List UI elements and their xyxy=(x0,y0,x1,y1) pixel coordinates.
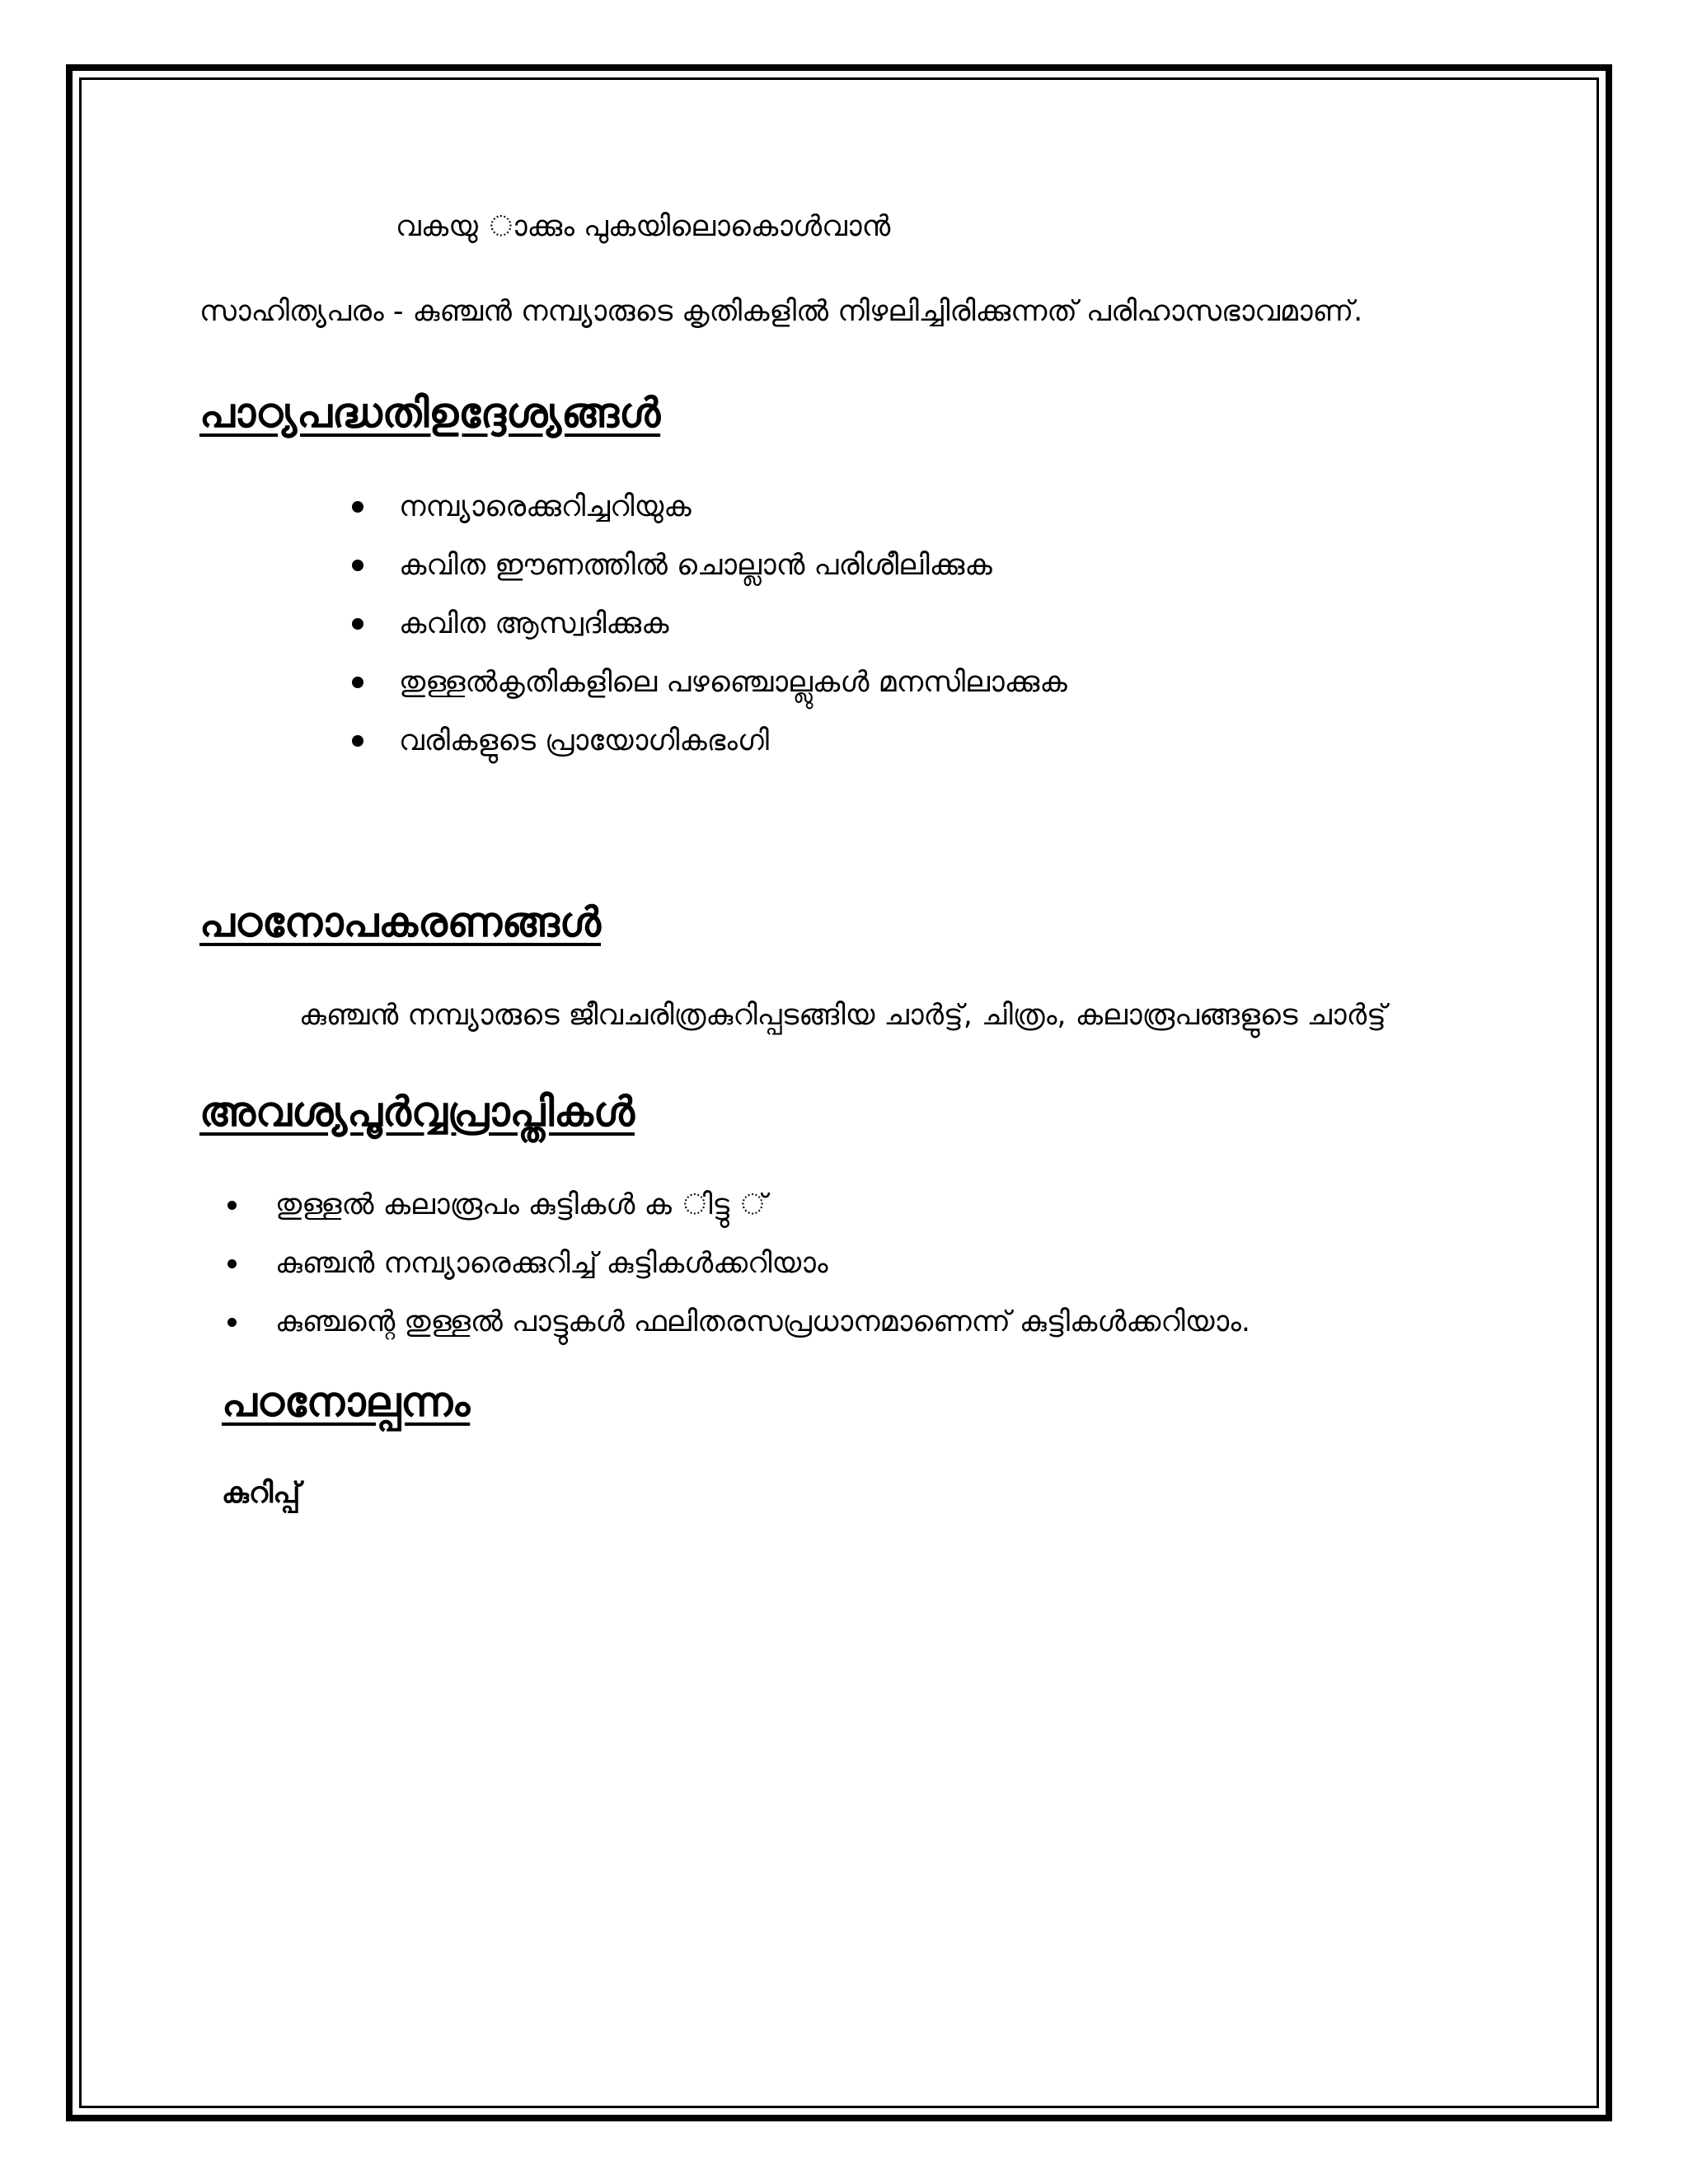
heading-prerequisites: അവശ്യപൂർവ്വപ്രാപ്തികൾ xyxy=(199,1088,635,1136)
intro-line: സാഹിത്യപരം - കുഞ്ചൻ നമ്പ്യാരുടെ കൃതികളിൽ നിഴലിച്ചിരിക്കുന്നത് പരിഹാസഭാവമാണ്. xyxy=(199,295,1363,328)
verse-line: വകയു ാക്കും പുകയിലൊകൊൾവാൻ xyxy=(396,210,891,243)
objectives-list xyxy=(352,489,1067,781)
list-item xyxy=(227,1187,1250,1245)
list-item-text: തുള്ളൽകൃതികളിലെ പഴഞ്ചൊല്ലുകൾ മനസിലാക്കുക xyxy=(399,666,1067,699)
list-item-text: കവിത ആസ്വദിക്കുക xyxy=(399,607,669,640)
bullet-icon xyxy=(352,560,363,571)
list-item-text: കുഞ്ചന്റെ തുള്ളൽ പാട്ടുകൾ ഫലിതരസപ്രധാനമാണെന്ന് കുട്ടികൾക്കറിയാം. xyxy=(275,1305,1250,1338)
list-item xyxy=(227,1304,1250,1362)
list-item xyxy=(352,723,1067,781)
prerequisites-list xyxy=(227,1187,1250,1362)
bullet-icon xyxy=(352,618,363,630)
materials-text: കുഞ്ചൻ നമ്പ്യാരുടെ ജീവചരിത്രകുറിപ്പടങ്ങിയ ചാർട്ട്, ചിത്രം, കലാരൂപങ്ങളുടെ ചാർട്ട് xyxy=(299,999,1386,1032)
list-item-text: കുഞ്ചൻ നമ്പ്യാരെക്കുറിച്ച് കുട്ടികൾക്കറിയാം xyxy=(275,1247,828,1280)
list-item xyxy=(352,489,1067,547)
bullet-icon xyxy=(227,1201,237,1210)
list-item xyxy=(352,606,1067,664)
list-item xyxy=(227,1245,1250,1304)
bullet-icon xyxy=(352,677,363,688)
list-item xyxy=(352,547,1067,606)
bullet-icon xyxy=(352,501,363,513)
list-item-text: തുള്ളൽ കലാരൂപം കുട്ടികൾ ക ിട്ടു ് xyxy=(275,1188,767,1221)
heading-objectives: പാഠ്യപദ്ധതിഉദ്ദേശ്യങ്ങൾ xyxy=(199,389,661,437)
heading-materials: പഠനോപകരണങ്ങൾ xyxy=(199,898,601,946)
bullet-icon xyxy=(352,735,363,747)
list-item-text: വരികളുടെ പ്രായോഗികഭംഗി xyxy=(399,724,769,757)
bullet-icon xyxy=(227,1259,237,1268)
bullet-icon xyxy=(227,1318,237,1327)
outcome-sub-label: കുറിപ്പ് xyxy=(222,1477,301,1510)
list-item-text: കവിത ഈണത്തിൽ ചൊല്ലാൻ പരിശീലിക്കുക xyxy=(399,549,992,582)
heading-outcome: പഠനോല്പന്നം xyxy=(222,1378,471,1426)
list-item xyxy=(352,664,1067,723)
list-item-text: നമ്പ്യാരെക്കുറിച്ചറിയുക xyxy=(399,490,692,523)
